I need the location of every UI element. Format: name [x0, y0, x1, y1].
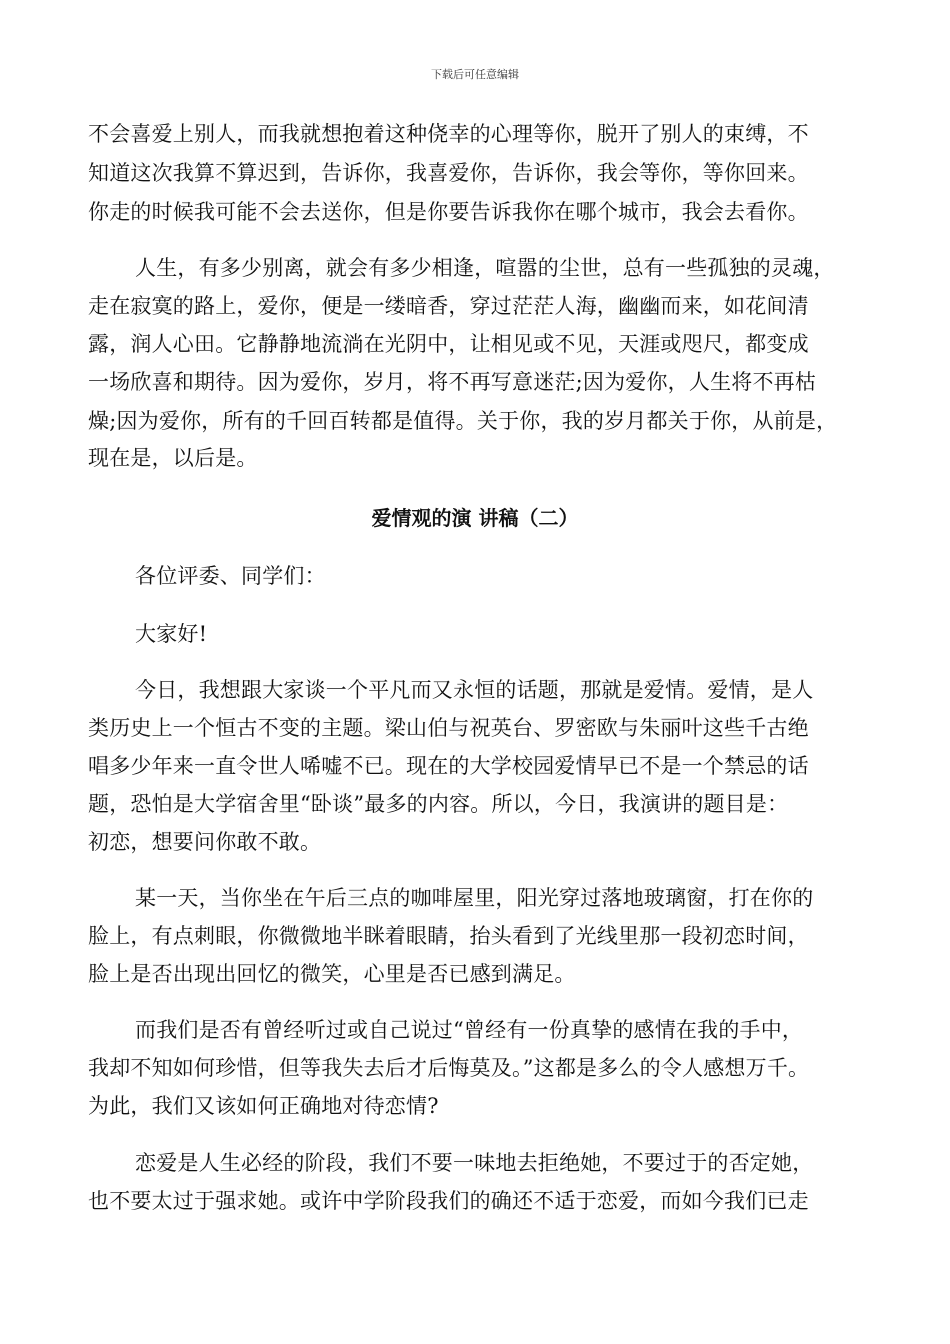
section-title: 爱情观的演 讲稿（二）: [371, 506, 579, 530]
paragraph-4-line-3: 脸上是否出现出回忆的微笑，心里是否已感到满足。: [88, 962, 576, 986]
paragraph-6-line-2: 也不要太过于强求她。或许中学阶段我们的确还不适于恋爱，而如今我们已走: [88, 1189, 809, 1213]
paragraph-2-line-3: 露，润人心田。它静静地流淌在光阴中，让相见或不见，天涯或咫尺，都变成: [88, 332, 809, 356]
paragraph-2-line-2: 走在寂寞的路上，爱你，便是一缕暗香，穿过茫茫人海，幽幽而来，如花间清: [88, 294, 809, 318]
greeting-audience: 各位评委、同学们：: [135, 564, 326, 588]
paragraph-1-line-2: 知道这次我算不算迟到，告诉你，我喜爱你，告诉你，我会等你，等你回来。: [88, 161, 809, 185]
paragraph-3-line-1: 今日，我想跟大家谈一个平凡而又永恒的话题，那就是爱情。爱情，是人: [135, 678, 814, 702]
paragraph-5-line-1: 而我们是否有曾经听过或自己说过“曾经有一份真挚的感情在我的手中，: [135, 1018, 804, 1042]
paragraph-6-line-1: 恋爱是人生必经的阶段，我们不要一味地去拒绝她，不要过于的否定她，: [135, 1151, 814, 1175]
paragraph-2-line-5: 燥;因为爱你，所有的千回百转都是值得。关于你，我的岁月都关于你，从前是，: [88, 409, 838, 433]
greeting-hello: 大家好!: [135, 622, 208, 646]
paragraph-3-line-3: 唱多少年来一直令世人唏嘘不已。现在的大学校园爱情早已不是一个禁忌的话: [88, 754, 809, 778]
page-header: 下载后可任意编辑: [431, 68, 519, 81]
paragraph-4-line-2: 脸上，有点刺眼，你微微地半眯着眼睛，抬头看到了光线里那一段初恋时间，: [88, 924, 809, 948]
paragraph-5-line-3: 为此，我们又该如何正确地对待恋情?: [88, 1094, 439, 1118]
paragraph-2-line-1: 人生，有多少别离，就会有多少相逢，喧嚣的尘世，总有一些孤独的灵魂，: [135, 256, 835, 280]
paragraph-2-line-4: 一场欣喜和期待。因为爱你，岁月，将不再写意迷茫;因为爱你，人生将不再枯: [88, 370, 817, 394]
paragraph-3-line-5: 初恋，想要问你敢不敢。: [88, 830, 322, 854]
paragraph-4-line-1: 某一天，当你坐在午后三点的咖啡屋里，阳光穿过落地玻璃窗，打在你的: [135, 886, 814, 910]
paragraph-3-line-4: 题，恐怕是大学宿舍里“卧谈”最多的内容。所以，今日，我演讲的题目是：: [88, 792, 789, 816]
paragraph-1-line-1: 不会喜爱上别人，而我就想抱着这种侥幸的心理等你，脱开了别人的束缚，不: [88, 122, 809, 146]
paragraph-3-line-2: 类历史上一个恒古不变的主题。梁山伯与祝英台、罗密欧与朱丽叶这些千古绝: [88, 716, 809, 740]
paragraph-1-line-3: 你走的时候我可能不会去送你，但是你要告诉我你在哪个城市，我会去看你。: [88, 200, 809, 224]
paragraph-5-line-2: 我却不知如何珍惜，但等我失去后才后悔莫及。”这都是多么的令人感想万千。: [88, 1056, 810, 1080]
paragraph-2-line-6: 现在是，以后是。: [88, 446, 258, 470]
